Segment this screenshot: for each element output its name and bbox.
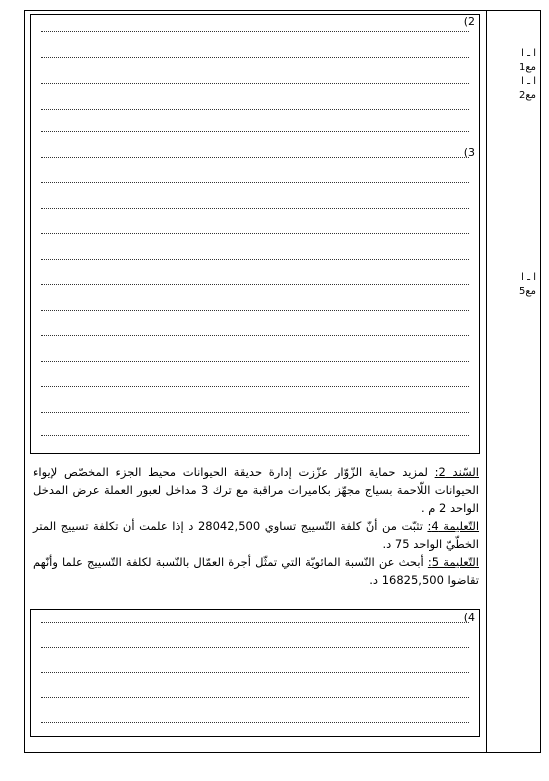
sanad-text: لمزيد حماية الزّوّار عزّزت إدارة حديقة الحيوانات محيط الجزء المخصّص لإيواء الحيوانات اللّاحمة بسياج مجهّز بكاميرات مراقبة مع ترك 3 مداخل لعبور العملة عرض المدخل الواحد 2 م . bbox=[33, 465, 480, 515]
criteria-block-mid bbox=[496, 271, 536, 299]
criteria-label: مع2 bbox=[518, 90, 536, 101]
margin-column-divider bbox=[486, 10, 487, 753]
instruction-4-paragraph bbox=[33, 517, 479, 553]
instruction-4-text: تثبّت من أنّ كلفة التّسييج تساوي 28042,500 د إذا علمت أن تكلفة تسييج المتر الخطّيّ الواحد 75 د. bbox=[33, 519, 479, 551]
question-number-4: 4) bbox=[463, 611, 475, 624]
sanad-paragraph bbox=[33, 463, 479, 517]
instruction-5-text: أبحث عن النّسبة المائويّة التي تمثّل أجرة العمّال بالنّسبة لكلفة التّسييج علما وأنّهم تقاضوا 16825,500 د. bbox=[33, 555, 479, 587]
criteria-block-top bbox=[496, 47, 536, 103]
instruction-4-label: التّعليمة 4: bbox=[427, 519, 480, 533]
criteria-mark: ا ـ ا bbox=[521, 48, 536, 59]
question-number-3: 3) bbox=[463, 146, 475, 159]
criteria-label: مع5 bbox=[518, 286, 536, 297]
answer-box-q4 bbox=[30, 609, 480, 737]
criteria-label: مع1 bbox=[518, 62, 536, 73]
answer-box-q2-q3 bbox=[30, 14, 480, 454]
instruction-5-label: التّعليمة 5: bbox=[427, 555, 480, 569]
instruction-5-paragraph bbox=[33, 553, 479, 589]
question-number-2: 2) bbox=[463, 15, 475, 28]
document-section bbox=[33, 463, 479, 589]
sanad-label: السّند 2: bbox=[434, 465, 480, 479]
criteria-mark: ا ـ ا bbox=[521, 272, 536, 283]
criteria-mark: ا ـ ا bbox=[521, 76, 536, 87]
